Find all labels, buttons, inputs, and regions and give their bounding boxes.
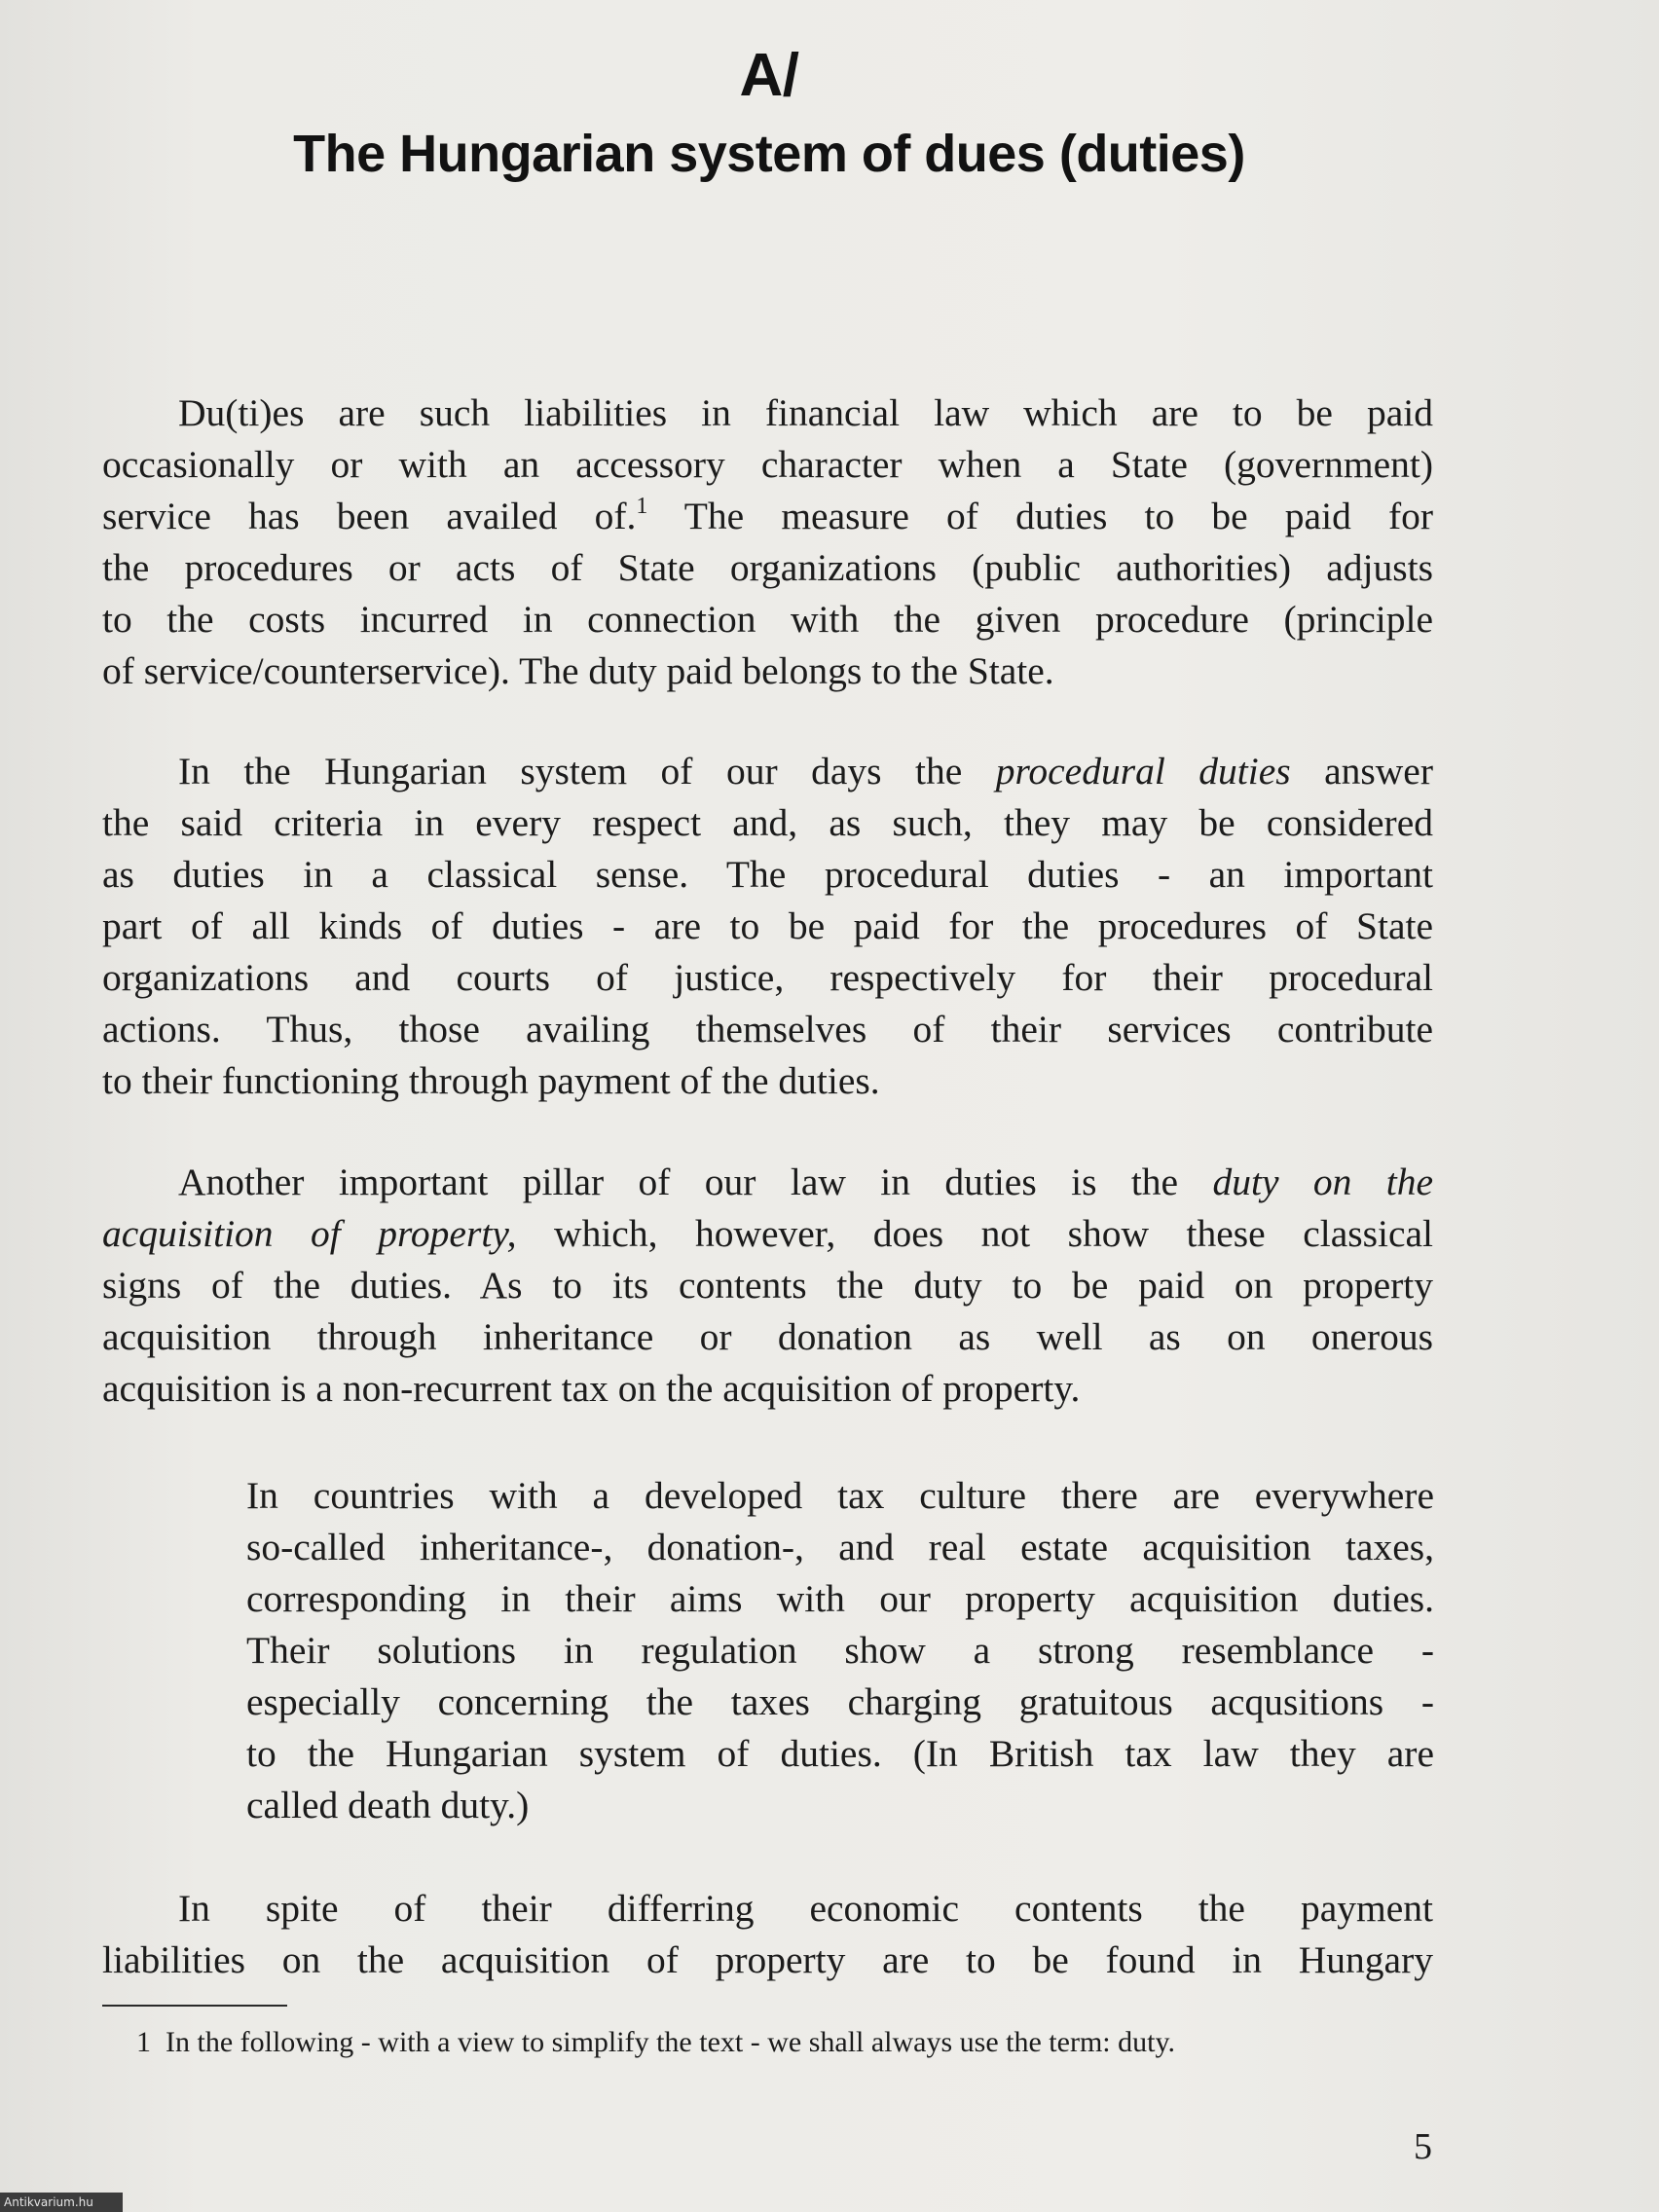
text-line: so-called inheritance-, donation-, and real estate acquisition taxes,	[246, 1526, 1434, 1568]
page-number: 5	[1414, 2126, 1432, 2167]
text-line: the procedures or acts of State organizations (public authorities) adjusts	[102, 546, 1433, 589]
text-line: Du(ti)es are such liabilities in financial law which are to be paid	[178, 391, 1433, 434]
text-line: to the Hungarian system of duties. (In British tax law they are	[246, 1732, 1434, 1775]
paragraph-duties-definition	[102, 387, 1433, 697]
footnote-divider	[102, 2005, 287, 2007]
text-line: actions. Thus, those availing themselves of their services contribute	[102, 1008, 1433, 1051]
text-line: especially concerning the taxes charging gratuitous acqusitions -	[246, 1680, 1434, 1723]
footnote-marker: 1	[636, 494, 648, 519]
text-fragment: The measure of duties to be paid for	[647, 495, 1433, 537]
text-line: to the costs incurred in connection with the given procedure (principle	[102, 598, 1433, 641]
text-line: organizations and courts of justice, respectively for their procedural	[102, 956, 1433, 999]
text-line: of service/counterservice). The duty paid belongs to the State.	[102, 649, 1054, 692]
text-fragment: In the Hungarian system of our days the	[178, 750, 996, 793]
paragraph-property-acquisition-duty	[102, 1157, 1433, 1415]
text-fragment: answer	[1290, 750, 1433, 793]
footnote	[136, 2023, 1175, 2062]
text-line: as duties in a classical sense. The procedural duties - an important	[102, 853, 1433, 896]
text-line: In spite of their differring economic contents the payment	[178, 1887, 1433, 1930]
text-line: called death duty.)	[246, 1784, 530, 1826]
text-line: In countries with a developed tax culture there are everywhere	[246, 1474, 1434, 1517]
text-fragment: service has been availed of.	[102, 495, 637, 537]
text-line	[102, 491, 1433, 542]
chapter-title: The Hungarian system of dues (duties)	[293, 125, 1245, 183]
emphasis-procedural-duties: procedural duties	[995, 750, 1291, 793]
text-line	[102, 1157, 1433, 1208]
watermark: Antikvarium.hu	[0, 2193, 123, 2212]
text-line: occasionally or with an accessory character when a State (government)	[102, 443, 1433, 486]
text-line: acquisition through inheritance or donation as well as on onerous	[102, 1315, 1433, 1358]
text-line: corresponding in their aims with our property acquisition duties.	[246, 1577, 1434, 1620]
text-line: the said criteria in every respect and, as such, they may be considered	[102, 801, 1433, 844]
text-fragment: Another important pillar of our law in duties is the	[178, 1161, 1213, 1203]
text-line: acquisition is a non-recurrent tax on the acquisition of property.	[102, 1367, 1081, 1410]
text-line: liabilities on the acquisition of property are to be found in Hungary	[102, 1938, 1433, 1981]
text-line: to their functioning through payment of the duties.	[102, 1059, 880, 1102]
section-letter: A/	[739, 42, 799, 109]
emphasis-acquisition-of-property: acquisition of property,	[102, 1212, 517, 1255]
text-line	[102, 1208, 1433, 1260]
text-line: part of all kinds of duties - are to be paid for the procedures of State	[102, 904, 1433, 947]
text-line	[102, 746, 1433, 797]
text-line: Their solutions in regulation show a strong resemblance -	[246, 1629, 1434, 1672]
text-line: signs of the duties. As to its contents the duty to be paid on property	[102, 1264, 1433, 1307]
footnote-text: In the following - with a view to simplify the text - we shall always use the term: duty.	[166, 2026, 1176, 2058]
indented-paragraph-tax-culture	[246, 1470, 1434, 1831]
paragraph-economic-contents	[102, 1883, 1433, 1986]
emphasis-duty-on-the: duty on the	[1212, 1161, 1433, 1203]
footnote-number: 1	[136, 2026, 151, 2058]
paragraph-procedural-duties	[102, 746, 1433, 1107]
text-fragment: which, however, does not show these classical	[516, 1212, 1433, 1255]
